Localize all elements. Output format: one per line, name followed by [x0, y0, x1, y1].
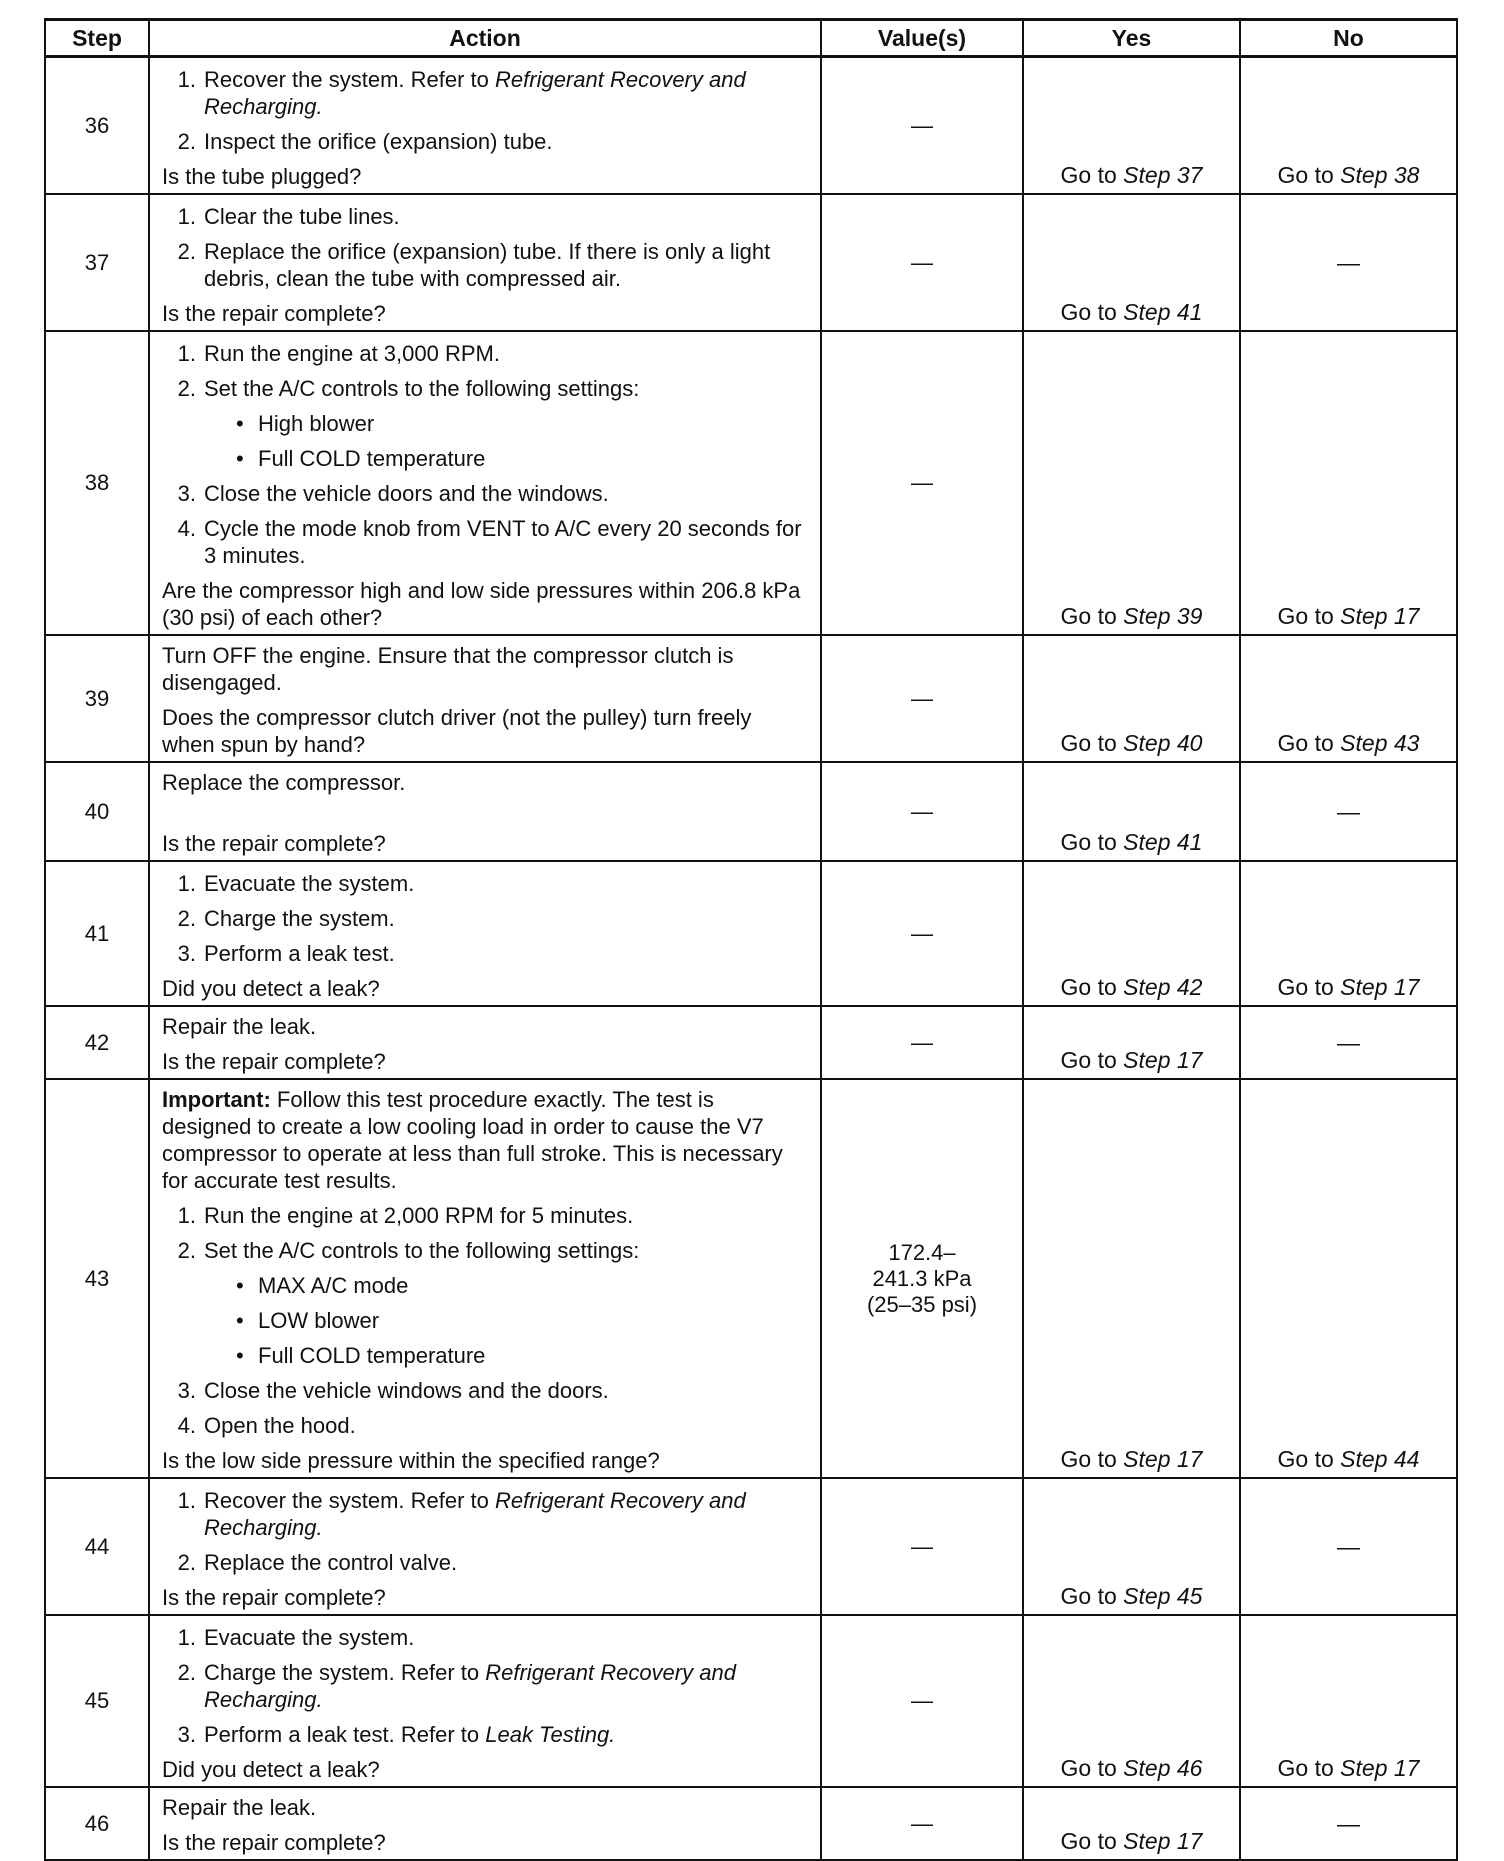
empty-dash: — [1337, 1810, 1360, 1836]
table-row [45, 635, 1457, 762]
value-line: 241.3 kPa [872, 1265, 972, 1291]
table-row [45, 762, 1457, 861]
no-cell [1240, 1615, 1457, 1787]
value-line: (25–35 psi) [866, 1291, 978, 1317]
no-goto-link[interactable]: Go to Step 43 [1277, 730, 1420, 756]
empty-dash: — [911, 470, 933, 495]
table-row [45, 331, 1457, 635]
yes-goto-link[interactable]: Go to Step 41 [1060, 299, 1203, 325]
question: Is the tube plugged? [162, 164, 362, 189]
no-goto-link[interactable]: Go to Step 17 [1277, 1755, 1420, 1781]
yes-cell [1023, 1006, 1240, 1079]
step-number: 40 [45, 762, 149, 861]
yes-goto-link[interactable]: Go to Step 17 [1060, 1047, 1203, 1073]
action-cell: 1. Clear the tube lines. 2. Replace the orifice (expansion) tube. If there is only a light debris, clean the tube with compressed air. Is the repair complete? [149, 194, 821, 331]
table-row [45, 57, 1457, 195]
action-item: Recover the system. Refer to [204, 1488, 489, 1513]
yes-goto-link[interactable]: Go to Step 41 [1060, 829, 1203, 855]
action-cell [149, 635, 821, 762]
empty-dash: — [911, 249, 933, 275]
yes-cell [1023, 1615, 1240, 1787]
question: Is the repair complete? [162, 301, 386, 326]
action-item: Replace the orifice (expansion) tube. If there is only a light debris, clean the tube with compressed air. [204, 239, 771, 291]
yes-goto-link[interactable]: Go to Step 46 [1060, 1755, 1203, 1781]
action-intro: Replace the compressor. [162, 770, 406, 795]
important-note: Important: Follow this test procedure exactly. The test is designed to create a low cooling load in order to cause the V7 compressor to operate at less than full stroke. This is necessary for accurate test results. [162, 1087, 783, 1193]
yes-cell [1023, 1787, 1240, 1860]
empty-dash: — [911, 112, 933, 138]
no-cell [1240, 1478, 1457, 1615]
action-item: Recover the system. Refer to [204, 67, 489, 92]
bullet-item: Full COLD temperature [258, 1343, 486, 1368]
header-yes: Yes [1023, 20, 1240, 57]
doc-reference-link[interactable]: Leak Testing. [485, 1722, 616, 1747]
yes-cell [1023, 635, 1240, 762]
doc-reference-link[interactable]: Refrigerant Recovery and Recharging. [204, 1660, 736, 1712]
table-row [45, 194, 1457, 331]
table-row [45, 1006, 1457, 1079]
step-number: 36 [45, 57, 149, 195]
header-action: Action [149, 20, 821, 57]
no-goto-link[interactable]: Go to Step 44 [1277, 1446, 1420, 1472]
action-item: Evacuate the system. [204, 1625, 415, 1650]
value-cell [821, 1478, 1023, 1615]
yes-cell [1023, 1478, 1240, 1615]
empty-dash: — [1337, 798, 1360, 824]
value-cell [821, 57, 1023, 195]
action-intro: Repair the leak. [162, 1795, 317, 1820]
no-cell [1240, 861, 1457, 1006]
action-item: Charge the system. [204, 906, 395, 931]
action-cell: 1. Evacuate the system. 2. Charge the system. Refer to Refrigerant Recovery and Recharging. 3. Perform a leak test. Refer to Leak Testing. Did you detect a leak? [149, 1615, 821, 1787]
question: Are the compressor high and low side pressures within 206.8 kPa (30 psi) of each other? [162, 578, 801, 630]
header-row [45, 20, 1457, 57]
question: Is the repair complete? [162, 831, 386, 856]
doc-reference-link[interactable]: Refrigerant Recovery and Recharging. [204, 1488, 746, 1540]
empty-dash: — [1337, 249, 1360, 275]
action-intro: Repair the leak. [162, 1014, 317, 1039]
table-row [45, 1787, 1457, 1860]
diagnostic-table [44, 18, 1458, 1861]
no-cell [1240, 635, 1457, 762]
value-cell [821, 861, 1023, 1006]
yes-goto-link[interactable]: Go to Step 45 [1060, 1583, 1203, 1609]
no-cell [1240, 762, 1457, 861]
action-cell: 1. Evacuate the system. 2. Charge the system. 3. Perform a leak test. Did you detect a leak? [149, 861, 821, 1006]
step-number: 44 [45, 1478, 149, 1615]
bullet-item: LOW blower [258, 1308, 380, 1333]
empty-dash: — [1337, 1533, 1360, 1559]
yes-goto-link[interactable]: Go to Step 17 [1060, 1446, 1203, 1472]
action-item: Close the vehicle windows and the doors. [204, 1378, 609, 1403]
no-goto-link[interactable]: Go to Step 17 [1277, 603, 1420, 629]
empty-dash: — [911, 1810, 933, 1836]
empty-dash: — [911, 798, 933, 824]
empty-dash: — [911, 1533, 933, 1559]
step-number: 42 [45, 1006, 149, 1079]
no-cell [1240, 331, 1457, 635]
empty-dash: — [911, 920, 933, 946]
action-item: Perform a leak test. [204, 941, 395, 966]
header-value: Value(s) [821, 20, 1023, 57]
action-item: Cycle the mode knob from VENT to A/C every 20 seconds for 3 minutes. [204, 516, 802, 568]
doc-reference-link[interactable]: Refrigerant Recovery and Recharging. [204, 67, 746, 119]
empty-dash: — [911, 1688, 933, 1713]
action-item: Run the engine at 3,000 RPM. [204, 341, 500, 366]
step-number: 46 [45, 1787, 149, 1860]
empty-dash: — [1337, 1029, 1360, 1055]
value-cell [821, 635, 1023, 762]
action-item: Set the A/C controls to the following settings: [204, 1238, 640, 1263]
step-number: 43 [45, 1079, 149, 1478]
value-cell [821, 1615, 1023, 1787]
yes-cell [1023, 762, 1240, 861]
question: Is the repair complete? [162, 1585, 386, 1610]
no-cell [1240, 1787, 1457, 1860]
yes-cell [1023, 194, 1240, 331]
value-cell [821, 1006, 1023, 1079]
value-cell [821, 194, 1023, 331]
step-number: 37 [45, 194, 149, 331]
action-cell [149, 762, 821, 861]
question: Is the repair complete? [162, 1049, 386, 1074]
no-cell [1240, 57, 1457, 195]
question: Did you detect a leak? [162, 976, 380, 1001]
step-number: 39 [45, 635, 149, 762]
bullet-item: Full COLD temperature [258, 446, 486, 471]
action-cell: 1. Recover the system. Refer to Refrigerant Recovery and Recharging. 2. Inspect the orifice (expansion) tube. Is the tube plugged? [149, 57, 821, 195]
question: Did you detect a leak? [162, 1757, 380, 1782]
table-row [45, 1079, 1457, 1478]
value-cell [821, 762, 1023, 861]
no-cell [1240, 1006, 1457, 1079]
action-item: Charge the system. Refer to [204, 1660, 480, 1685]
question: Is the repair complete? [162, 1830, 386, 1855]
no-goto-link[interactable]: Go to Step 17 [1277, 974, 1420, 1000]
action-item: Open the hood. [204, 1413, 356, 1438]
header-no: No [1240, 20, 1457, 57]
header-step: Step [45, 20, 149, 57]
action-item: Evacuate the system. [204, 871, 415, 896]
bullet-item: MAX A/C mode [258, 1273, 409, 1298]
empty-dash: — [911, 685, 933, 711]
yes-cell [1023, 331, 1240, 635]
action-cell [149, 1787, 821, 1860]
action-item: Perform a leak test. Refer to [204, 1722, 480, 1747]
table-row [45, 1478, 1457, 1615]
table-row [45, 1615, 1457, 1787]
action-cell [149, 1006, 821, 1079]
table-row [45, 861, 1457, 1006]
yes-goto-link[interactable]: Go to Step 40 [1060, 730, 1203, 756]
action-item: Set the A/C controls to the following settings: [204, 376, 640, 401]
question: Is the low side pressure within the specified range? [162, 1448, 660, 1473]
yes-goto-link[interactable]: Go to Step 39 [1060, 603, 1203, 629]
bullet-item: High blower [258, 411, 375, 436]
step-number: 45 [45, 1615, 149, 1787]
action-item: Inspect the orifice (expansion) tube. [204, 129, 553, 154]
no-cell [1240, 194, 1457, 331]
yes-cell [1023, 57, 1240, 195]
no-goto-link[interactable]: Go to Step 38 [1277, 162, 1420, 188]
step-number: 41 [45, 861, 149, 1006]
action-cell: 1. Run the engine at 3,000 RPM. 2. Set the A/C controls to the following settings: • High blower • Full COLD temperature 3. Close the vehicle doors and the windows. 4. Cycle the mode knob from VENT to A/C every 20 seconds for 3 minutes. Are the compressor high and low side pressures within 206.8 kPa (30 psi) of each other? [149, 331, 821, 635]
question: Does the compressor clutch driver (not the pulley) turn freely when spun by hand? [162, 705, 752, 757]
action-item: Replace the control valve. [204, 1550, 458, 1575]
action-intro: Turn OFF the engine. Ensure that the compressor clutch is disengaged. [162, 643, 734, 695]
value-cell [821, 331, 1023, 635]
yes-goto-link[interactable]: Go to Step 37 [1060, 162, 1203, 188]
action-item: Clear the tube lines. [204, 204, 400, 229]
no-cell [1240, 1079, 1457, 1478]
yes-cell [1023, 1079, 1240, 1478]
step-number: 38 [45, 331, 149, 635]
yes-goto-link[interactable]: Go to Step 17 [1060, 1828, 1203, 1854]
yes-cell [1023, 861, 1240, 1006]
value-cell [821, 1079, 1023, 1478]
action-item: Run the engine at 2,000 RPM for 5 minutes. [204, 1203, 634, 1228]
empty-dash: — [911, 1029, 933, 1055]
yes-goto-link[interactable]: Go to Step 42 [1060, 974, 1203, 1000]
value-cell [821, 1787, 1023, 1860]
value-line: 172.4– [888, 1239, 956, 1265]
action-cell: 1. Recover the system. Refer to Refrigerant Recovery and Recharging. 2. Replace the control valve. Is the repair complete? [149, 1478, 821, 1615]
action-item: Close the vehicle doors and the windows. [204, 481, 609, 506]
action-cell: Important: Follow this test procedure exactly. The test is designed to create a low cooling load in order to cause the V7 compressor to operate at less than full stroke. This is necessary for accurate test results. 1. Run the engine at 2,000 RPM for 5 minutes. 2. Set the A/C controls to the following settings: • MAX A/C mode • LOW blower • Full COLD temperature 3. Close the vehicle windows and the doors. 4. Open the hood. Is the low side pressure within the specified range? [149, 1079, 821, 1478]
